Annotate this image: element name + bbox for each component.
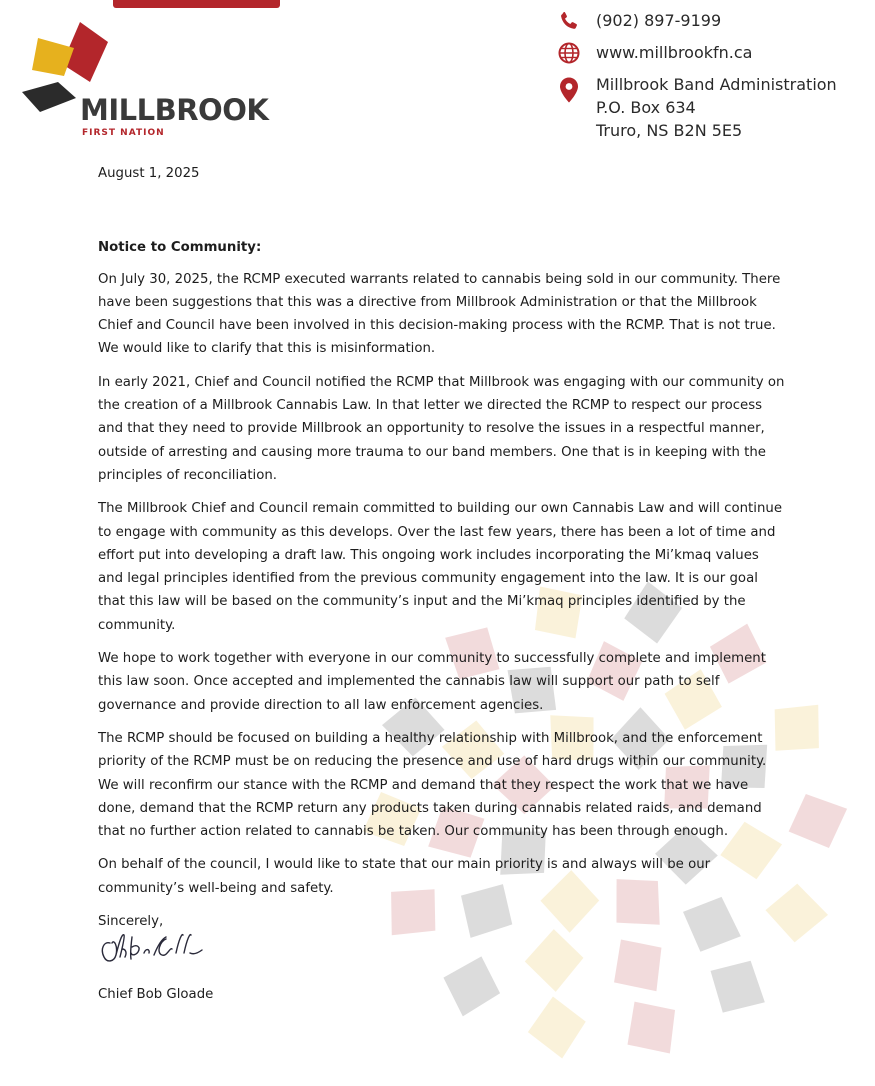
phone-number: (902) 897-9199 — [596, 11, 722, 30]
letter-paragraph: On July 30, 2025, the RCMP executed warrants related to cannabis being sold in our community. There have been suggestions that this was a directive from Millbrook Administration or that the Millbrook Chief and Council have been involved in this decision-making process with the RCMP. That is not true. We would like to clarify that this is misinformation. — [98, 271, 781, 357]
logo-subtitle: FIRST NATION — [82, 128, 165, 138]
location-pin-icon — [557, 76, 581, 104]
phone-row — [557, 8, 857, 38]
millbrook-logo — [18, 20, 298, 138]
letter-paragraph: In early 2021, Chief and Council notified the RCMP that Millbrook was engaging with our community on the creation of a Millbrook Cannabis Law. In that letter we directed the RCMP to respect our process and that they need to provide Millbrook an opportunity to resolve the issues in a respectful manner, outside of arresting and causing more trauma to our band members. One that is in keeping with the principles of reconciliation. — [98, 374, 785, 483]
logo-name: MILLBROOK — [80, 93, 269, 127]
address-line: P.O. Box 634 — [596, 98, 696, 117]
letter-body — [98, 162, 788, 943]
header-accent-bar — [113, 0, 280, 8]
address-line: Millbrook Band Administration — [596, 75, 837, 94]
letter-date: August 1, 2025 — [98, 166, 200, 181]
globe-icon — [557, 41, 581, 65]
letter-paragraph: We hope to work together with everyone in our community to successfully complete and implement this law soon. Once accepted and implemented the cannabis law will support our path to self governance and provide direction to all law enforcement agencies. — [98, 651, 766, 713]
phone-icon — [557, 9, 581, 33]
letter-paragraph: The Millbrook Chief and Council remain committed to building our own Cannabis Law and will continue to engage with community as this develops. Over the last few years, there has been a lot of time and effort put into developing a draft law. This ongoing work includes incorporating the Mi’kmaq values and legal principles identified from the previous community engagement into the law. It is our goal that this law will be based on the community’s input and the Mi’kmaq principles identified by the community. — [98, 501, 782, 633]
letter-paragraph: The RCMP should be focused on building a healthy relationship with Millbrook, and the enforcement priority of the RCMP must be on reducing the presence and use of hard drugs within our community. We will reconfirm our stance with the RCMP and demand that they respect the work that we have done, demand that the RCMP return any products taken during cannabis related raids, and demand that no further action related to cannabis be taken. Our community has been through enough. — [98, 730, 767, 840]
address-lines — [596, 73, 837, 142]
watermark-tile — [441, 955, 503, 1018]
letter-paragraph: On behalf of the council, I would like to state that our main priority is and always will be our community’s well-being and safety. — [98, 857, 711, 896]
watermark-tile — [608, 936, 669, 995]
watermark-tile — [622, 998, 683, 1057]
signer-name: Chief Bob Gloade — [98, 987, 214, 1002]
letter-heading: Notice to Community: — [98, 240, 262, 256]
signature-image — [96, 925, 216, 973]
website-link[interactable]: www.millbrookfn.ca — [596, 43, 753, 62]
address-line: Truro, NS B2N 5E5 — [596, 121, 743, 140]
contact-block — [557, 8, 857, 140]
website-row — [557, 40, 857, 70]
watermark-tile — [785, 787, 850, 853]
letter-closing: Sincerely, — [98, 914, 164, 930]
watermark-tile — [524, 994, 592, 1062]
watermark-tile — [710, 960, 765, 1014]
